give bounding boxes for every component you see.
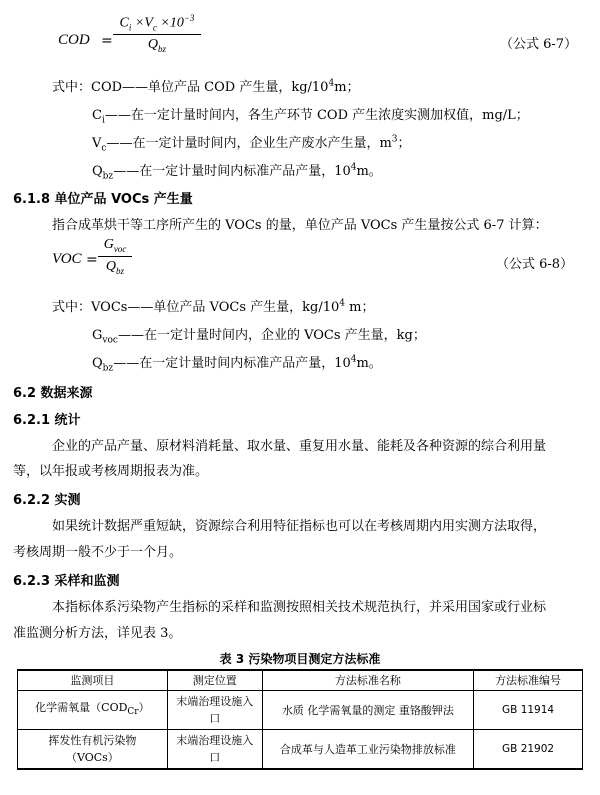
table-cell-method: 合成革与人造革工业污染物排放标准 — [262, 730, 474, 770]
definition-line: $G_{voc}——$在一定计量时间内，企业的 VOCs 产生量，kg； — [92, 328, 426, 346]
table-row — [18, 691, 583, 730]
paragraph: 企业的产品产量、原材料消耗量、取水量、重复用水量、能耗及各种资源的综合利用量 — [52, 439, 547, 454]
formula-lhs: VOC — [52, 251, 82, 267]
paragraph: 等，以年报或考核周期报表为准。 — [13, 464, 209, 479]
table-cell-code: GB 11914 — [474, 691, 583, 730]
paragraph: 本指标体系污染物产生指标的采样和监测按照相关技术规范执行，并采用国家或行业标 — [52, 600, 547, 615]
table-cell-location: 末端治理设施入口 — [167, 730, 262, 770]
column-header: 方法标准名称 — [262, 670, 474, 691]
section-heading: 6.2.2 实测 — [13, 493, 81, 508]
table-title: 表 3 污染物项目测定方法标准 — [219, 652, 381, 666]
paragraph: 考核周期一般不少于一个月。 — [13, 545, 183, 560]
column-header: 监测项目 — [18, 670, 168, 691]
formula-denominator: $Q_{bz}$ — [105, 258, 125, 276]
paragraph: 准监测分析方法，详见表 3。 — [13, 626, 182, 641]
definition-line: 式中：COD——单位产品 COD 产生量，$kg/10^4m$； — [52, 78, 360, 95]
section-heading: 6.2.1 统计 — [13, 413, 81, 428]
definition-line: $V_c——$在一定计量时间内，企业生产废水产生量，$m^3$； — [92, 134, 411, 154]
formula-numerator: $C_i \times V_c \times 10^{-3}$ — [119, 13, 195, 33]
formula-fraction — [113, 13, 201, 54]
formula-number: （公式 6-8） — [496, 257, 574, 272]
definition-line: $Q_{bz}——$在一定计量时间内标准产品产量，$10^4m$。 — [92, 354, 382, 374]
section-heading: 6.2.3 采样和监测 — [13, 574, 120, 589]
table-header-row — [18, 670, 583, 691]
formula-fraction — [98, 237, 132, 276]
table-cell-code: GB 21902 — [474, 730, 583, 770]
column-header: 方法标准编号 — [474, 670, 583, 691]
standards-table — [17, 669, 583, 770]
table-row — [18, 730, 583, 770]
formula-denominator: $Q_{bz}$ — [147, 37, 167, 55]
formula-equals: = — [101, 33, 113, 49]
table-cell-item: 化学需氧量$(COD_{Cr})$ — [18, 691, 168, 730]
table-cell-location: 末端治理设施入口 — [167, 691, 262, 730]
column-header: 测定位置 — [167, 670, 262, 691]
table-cell-method: 水质 化学需氧量的测定 重铬酸钾法 — [262, 691, 474, 730]
definition-line: $C_i——$在一定计量时间内，各生产环节 COD 产生浓度实测加权值，mg/L； — [92, 108, 529, 126]
formula-lhs: COD — [58, 32, 90, 48]
paragraph: 如果统计数据严重短缺，资源综合利用特征指标也可以在考核周期内用实测方法取得， — [52, 519, 547, 534]
formula-numerator: $G_{voc}$ — [103, 237, 127, 254]
section-heading: 6.2 数据来源 — [13, 386, 93, 401]
paragraph: 指合成革烘干等工序所产生的 VOCs 的量，单位产品 VOCs 产生量按公式 6-7 计算： — [52, 218, 548, 233]
definition-line: 式中：VOCs——单位产品 VOCs 产生量，$kg/10^4$ m； — [52, 298, 375, 315]
section-heading: 6.1.8 单位产品 VOCs 产生量 — [13, 192, 193, 207]
definition-line: $Q_{bz}——$在一定计量时间内标准产品产量，$10^4m$。 — [92, 162, 382, 182]
formula-equals: = — [86, 252, 98, 268]
table-cell-item: 挥发性有机污染物 （VOCs） — [18, 730, 168, 770]
formula-number: （公式 6-7） — [500, 37, 578, 52]
